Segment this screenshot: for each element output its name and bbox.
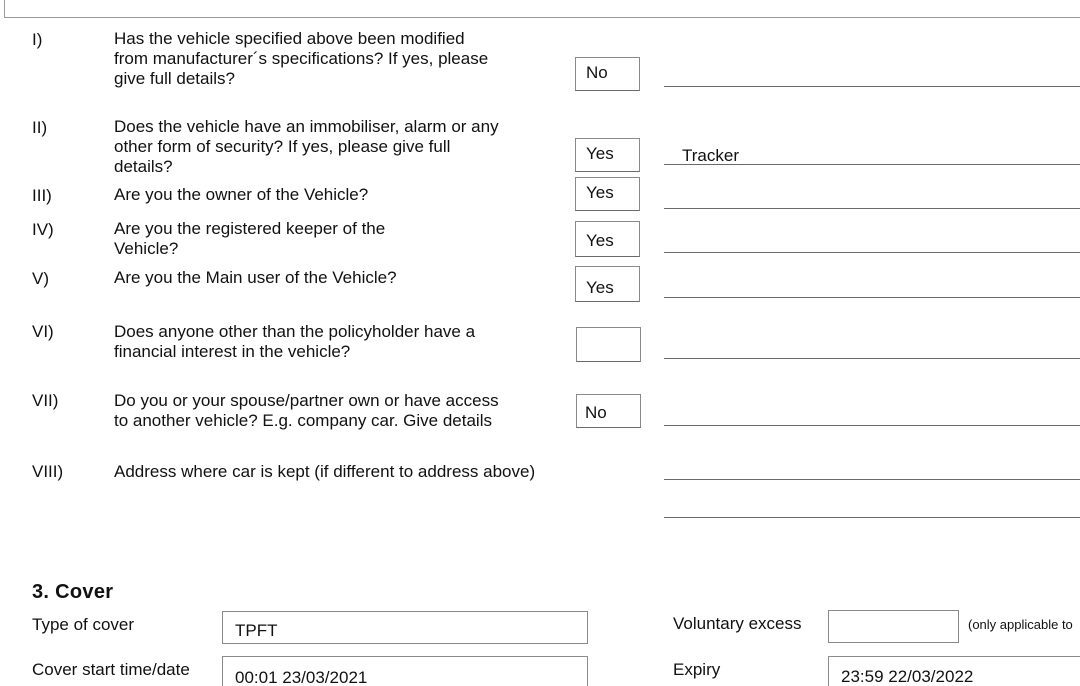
question-8-line-1: Address where car is kept (if different to address above) [114, 462, 536, 481]
question-2-answer-field[interactable]: Yes [575, 138, 640, 172]
question-8-address-line-2[interactable] [664, 517, 1080, 518]
question-1-line-1: Has the vehicle specified above been modified [114, 29, 465, 48]
question-3-text [114, 185, 368, 205]
question-2-line-1: Does the vehicle have an immobiliser, alarm or any [114, 117, 499, 136]
question-4-number: IV) [32, 220, 54, 239]
question-5-number: V) [32, 269, 49, 288]
question-1-line-3: give full details? [114, 69, 235, 88]
question-2-details-value: Tracker [682, 146, 739, 165]
question-6-line-1: Does anyone other than the policyholder have a [114, 322, 476, 341]
question-4-text [114, 219, 385, 259]
question-2-line-3: details? [114, 157, 173, 176]
cover-start-field[interactable]: 00:01 23/03/2021 [222, 656, 588, 686]
type-of-cover-field[interactable]: TPFT [222, 611, 588, 644]
question-6-text [114, 322, 475, 362]
question-4-line-2: Vehicle? [114, 239, 179, 258]
question-1-text [114, 29, 488, 89]
question-5-text [114, 268, 397, 288]
voluntary-excess-note: (only applicable to [968, 617, 1073, 632]
question-6-line-2: financial interest in the vehicle? [114, 342, 351, 361]
question-4-details-line[interactable] [664, 252, 1080, 253]
question-7-text [114, 391, 499, 431]
question-2-details-line[interactable] [664, 164, 1080, 165]
question-7-line-2: to another vehicle? E.g. company car. Give details [114, 411, 492, 430]
type-of-cover-label: Type of cover [32, 615, 135, 634]
question-2-line-2: other form of security? If yes, please give full [114, 137, 451, 156]
question-8-number: VIII) [32, 462, 64, 481]
expiry-label: Expiry [673, 660, 721, 679]
question-2-number: II) [32, 118, 48, 137]
question-3-line-1: Are you the owner of the Vehicle? [114, 185, 369, 204]
question-6-details-line[interactable] [664, 358, 1080, 359]
question-7-line-1: Do you or your spouse/partner own or have access [114, 391, 499, 410]
cover-start-label: Cover start time/date [32, 660, 190, 679]
question-5-line-1: Are you the Main user of the Vehicle? [114, 268, 397, 287]
question-8-address-line-1[interactable] [664, 479, 1080, 480]
question-4-answer-field[interactable]: Yes [575, 221, 640, 257]
previous-section-frame [4, 0, 1080, 18]
voluntary-excess-field[interactable] [828, 610, 959, 643]
question-3-number: III) [32, 186, 52, 205]
cover-section-title: 3. Cover [32, 581, 114, 603]
question-5-details-line[interactable] [664, 297, 1080, 298]
question-7-answer-field[interactable]: No [576, 394, 641, 428]
question-5-answer-field[interactable]: Yes [575, 266, 640, 302]
question-6-answer-field[interactable] [576, 327, 641, 362]
expiry-field[interactable]: 23:59 22/03/2022 [828, 656, 1080, 686]
question-1-details-line[interactable] [664, 86, 1080, 87]
question-1-answer-field[interactable]: No [575, 57, 640, 91]
question-7-number: VII) [32, 391, 59, 410]
question-3-details-line[interactable] [664, 208, 1080, 209]
question-7-details-line[interactable] [664, 425, 1080, 426]
question-1-line-2: from manufacturer´s specifications? If yes, please [114, 49, 489, 68]
question-4-line-1: Are you the registered keeper of the [114, 219, 386, 238]
question-3-answer-field[interactable]: Yes [575, 177, 640, 211]
question-1-number: I) [32, 30, 43, 49]
voluntary-excess-label: Voluntary excess [673, 614, 802, 633]
question-6-number: VI) [32, 322, 54, 341]
question-8-text [114, 462, 535, 482]
question-2-text [114, 117, 499, 177]
